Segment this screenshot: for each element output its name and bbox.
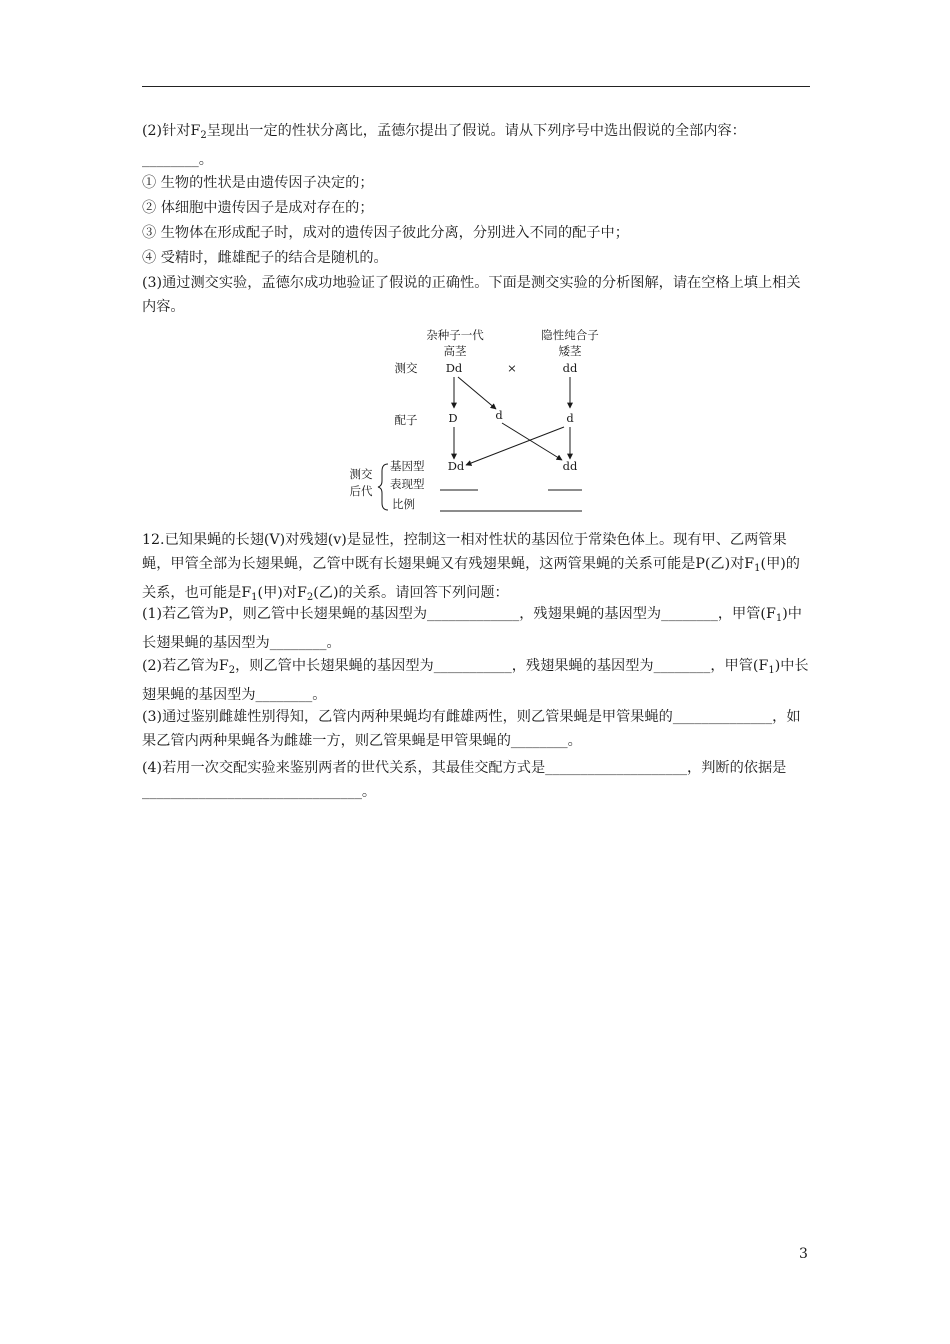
q12-sub4: (4)若用一次交配实验来鉴别两者的世代关系，其最佳交配方式是____________________，判断的依据是_______________________________。 [142, 760, 787, 800]
arrow-d-to-dd [502, 423, 562, 460]
header-rule [142, 86, 810, 87]
q11-part3: (3)通过测交实验，孟德尔成功地验证了假说的正确性。下面是测交实验的分析图解，请在空格上填上相关内容。 [142, 275, 801, 315]
q12-intro: 12.已知果蝇的长翅(V)对残翅(v)是显性，控制这一相对性状的基因位于常染色体上。现有甲、乙两管果蝇，甲管全部为长翅果蝇，乙管中既有长翅果蝇又有残翅果蝇，这两管果蝇的关系可能是P(乙)对$F_1$(甲)的关系，也可能是$F_1$(甲)对$F_2$(乙)的关系。请回答下列问题： [142, 532, 800, 603]
q11-part2: (2)针对$F_2$呈现出一定的性状分离比，孟德尔提出了假说。请从下列序号中选出假说的全部内容：________。 [142, 123, 746, 168]
q11-option-2: ② 体细胞中遗传因子是成对存在的； [142, 200, 374, 216]
page-number: 3 [799, 1246, 808, 1262]
tall-label: 高茎 [443, 344, 467, 358]
arrow-Dd-to-d [458, 377, 496, 409]
q11-option-1: ① 生物的性状是由遗传因子决定的； [142, 175, 374, 191]
testcross-diagram [336, 325, 636, 520]
gamete-label: 配子 [394, 413, 418, 427]
row-genotype-label: 基因型 [390, 459, 425, 473]
offspring-Dd: Dd [447, 459, 465, 473]
row-phenotype-label: 表现型 [390, 477, 425, 491]
dwarf-label: 矮茎 [558, 344, 582, 358]
q12-sub2: (2)若乙管为$F_2$，则乙管中长翅果蝇的基因型为___________，残翅果蝇的基因型为________，甲管$(F_1)$中长翅果蝇的基因型为________。 [142, 658, 809, 703]
recessive-label: 隐性纯合子 [541, 328, 599, 342]
gamete-d-hybrid: d [495, 408, 503, 422]
gamete-D: D [448, 411, 458, 425]
q12-sub3: (3)通过鉴别雌雄性别得知，乙管内两种果蝇均有雌雄两性，则乙管果蝇是甲管果蝇的______________，如果乙管内两种果蝇各为雌雄一方，则乙管果蝇是甲管果蝇的________。 [142, 709, 801, 749]
hybrid-label: 杂种子一代 [426, 328, 484, 342]
q11-option-4: ④ 受精时，雌雄配子的结合是随机的。 [142, 250, 388, 266]
offspring-label-1: 测交 [349, 467, 373, 481]
parent-dd: dd [562, 361, 578, 375]
offspring-brace [378, 464, 388, 510]
cross-sign: × [507, 361, 517, 375]
offspring-dd: dd [562, 459, 578, 473]
q11-option-3: ③ 生物体在形成配子时，成对的遗传因子彼此分离，分别进入不同的配子中； [142, 225, 629, 241]
testcross-label: 测交 [394, 361, 418, 375]
q12-sub1: (1)若乙管为P，则乙管中长翅果蝇的基因型为_____________，残翅果蝇的基因型为________，甲管$(F_1)$中长翅果蝇的基因型为________。 [142, 606, 802, 651]
gamete-d-recessive: d [566, 411, 574, 425]
arrow-d-to-Dd [466, 427, 564, 465]
parent-Dd: Dd [445, 361, 463, 375]
offspring-label-2: 后代 [349, 484, 373, 498]
row-ratio-label: 比例 [392, 497, 415, 511]
